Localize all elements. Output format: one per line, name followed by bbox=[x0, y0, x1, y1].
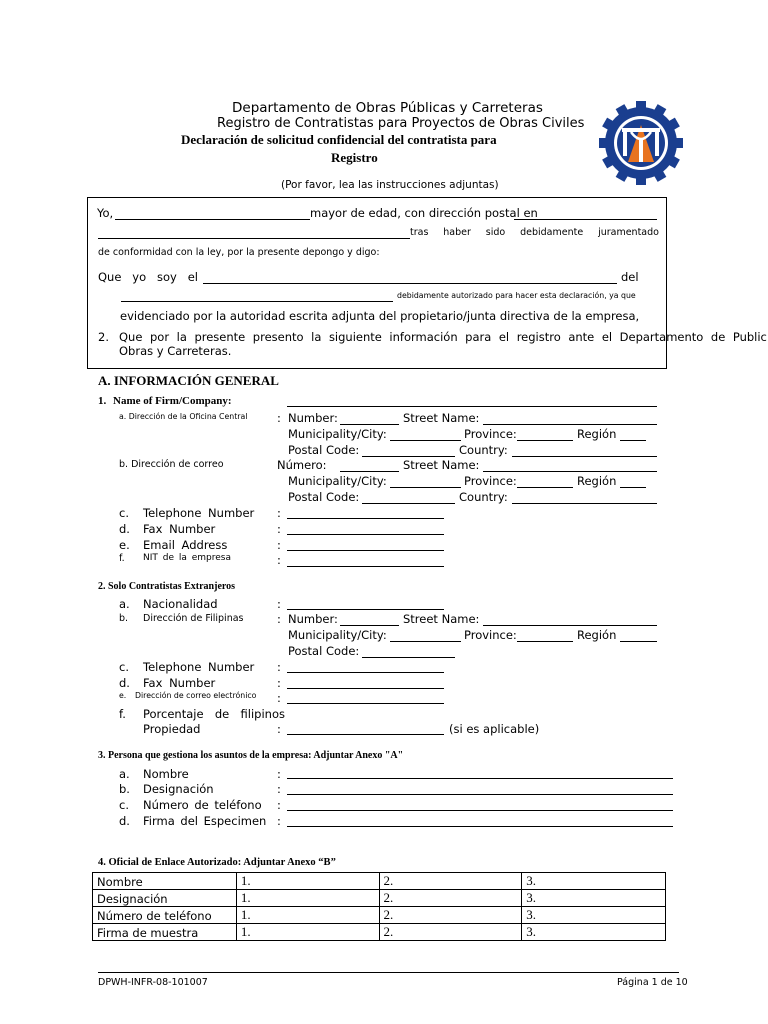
fax-label: Fax Number bbox=[143, 522, 216, 536]
s3-nombre-colon: : bbox=[277, 767, 281, 781]
nit-colon: : bbox=[277, 553, 281, 567]
office-postal-field[interactable] bbox=[362, 456, 455, 457]
table-cell[interactable]: 3. bbox=[522, 890, 666, 907]
contact-d-letter: d. bbox=[119, 522, 130, 536]
ph-number-field[interactable] bbox=[340, 625, 399, 626]
header-line-4: Registro bbox=[331, 150, 378, 165]
office-number-label: Number: bbox=[288, 411, 338, 425]
liaison-table bbox=[92, 872, 666, 941]
header-line-1: Departamento de Obras Públicas y Carreteras bbox=[232, 100, 543, 116]
fn-email-label: Dirección de correo electrónico bbox=[135, 691, 257, 700]
telephone-field[interactable] bbox=[287, 518, 444, 519]
office-municipality-label: Municipality/City: bbox=[288, 427, 387, 441]
fn-email-field[interactable] bbox=[287, 703, 444, 704]
nit-label: NIT de la empresa bbox=[143, 553, 231, 563]
table-cell[interactable]: 2. bbox=[379, 907, 522, 924]
s3-designacion-field[interactable] bbox=[287, 794, 673, 795]
instructions-note: (Por favor, lea las instrucciones adjuntas) bbox=[281, 179, 499, 191]
mail-postal-label: Postal Code: bbox=[288, 490, 360, 504]
s3-telefono-label: Número de teléfono bbox=[143, 798, 262, 812]
s3-designacion-colon: : bbox=[277, 782, 281, 796]
office-postal-label: Postal Code: bbox=[288, 443, 360, 457]
footer-page: Página 1 de 10 bbox=[617, 977, 688, 988]
fn-tel-letter: c. bbox=[119, 660, 129, 674]
mail-region-label: Región bbox=[577, 474, 617, 488]
conformidad-text: de conformidad con la ley, por la presente depongo y digo: bbox=[98, 247, 380, 258]
header-line-3: Declaración de solicitud confidencial del contratista para bbox=[181, 132, 497, 147]
nit-field[interactable] bbox=[287, 566, 444, 567]
section-3-title: 3. Persona que gestiona los asuntos de la empresa: Adjuntar Anexo "A" bbox=[98, 750, 404, 761]
mail-country-field[interactable] bbox=[512, 503, 657, 504]
mail-number-field[interactable] bbox=[340, 471, 399, 472]
table-cell[interactable]: 1. bbox=[236, 907, 379, 924]
ph-address-label: Dirección de Filipinas bbox=[143, 613, 244, 624]
table-cell[interactable]: 1. bbox=[236, 890, 379, 907]
fn-fax-label: Fax Number bbox=[143, 676, 216, 690]
mail-number-label: Número: bbox=[277, 458, 327, 472]
item2-line2: Obras y Carreteras. bbox=[119, 344, 232, 358]
fax-colon: : bbox=[277, 522, 281, 536]
s3-firma-field[interactable] bbox=[287, 826, 673, 827]
header-line-2: Registro de Contratistas para Proyectos de Obras Civiles bbox=[217, 116, 585, 131]
table-cell[interactable]: 1. bbox=[236, 873, 379, 890]
evidenciado-text: evidenciado por la autoridad escrita adjunta del propietario/junta directiva de la empresa, bbox=[120, 309, 640, 323]
table-row bbox=[93, 873, 666, 890]
s3-nombre-label: Nombre bbox=[143, 767, 189, 781]
contact-f-letter: f. bbox=[119, 553, 125, 564]
ph-address-colon: : bbox=[277, 612, 281, 626]
item2-line1: Que por la presente presento la siguiente información para el registro ante el Departamento de Public bbox=[119, 330, 767, 344]
s3-firma-colon: : bbox=[277, 814, 281, 828]
office-country-label: Country: bbox=[459, 443, 508, 457]
mail-municipality-field[interactable] bbox=[390, 487, 461, 488]
email-colon: : bbox=[277, 538, 281, 552]
name-line[interactable] bbox=[115, 219, 310, 220]
office-province-field[interactable] bbox=[517, 440, 573, 441]
ph-address-letter: b. bbox=[119, 613, 129, 624]
applicable-note: (si es aplicable) bbox=[449, 722, 540, 736]
ph-number-label: Number: bbox=[288, 612, 338, 626]
mayor-text: mayor de edad, con dirección postal en bbox=[310, 206, 538, 220]
s3-designacion-letter: b. bbox=[119, 782, 130, 796]
row-label: Número de teléfono bbox=[93, 907, 237, 924]
table-cell[interactable]: 2. bbox=[379, 924, 522, 941]
table-cell[interactable]: 3. bbox=[522, 907, 666, 924]
ph-province-label: Province: bbox=[464, 628, 517, 642]
office-colon: : bbox=[277, 411, 281, 425]
yo-label: Yo, bbox=[97, 206, 114, 220]
row-label: Designación bbox=[93, 890, 237, 907]
office-street-field[interactable] bbox=[483, 424, 657, 425]
que-soy-text: Que yo soy el bbox=[98, 270, 198, 284]
office-region-label: Región bbox=[577, 427, 617, 441]
telephone-colon: : bbox=[277, 506, 281, 520]
office-number-field[interactable] bbox=[340, 424, 399, 425]
telephone-label: Telephone Number bbox=[143, 506, 255, 520]
contact-c-letter: c. bbox=[119, 506, 129, 520]
mail-province-field[interactable] bbox=[517, 487, 573, 488]
ph-municipality-label: Municipality/City: bbox=[288, 628, 387, 642]
email-label: Email Address bbox=[143, 538, 228, 552]
nationality-letter: a. bbox=[119, 597, 130, 611]
table-cell[interactable]: 3. bbox=[522, 873, 666, 890]
ownership-letter: f. bbox=[119, 707, 126, 721]
ownership-colon: : bbox=[277, 722, 281, 736]
s3-telefono-letter: c. bbox=[119, 798, 129, 812]
office-address-label: a. Dirección de la Oficina Central bbox=[119, 412, 248, 421]
table-row bbox=[93, 890, 666, 907]
table-cell[interactable]: 2. bbox=[379, 890, 522, 907]
fn-fax-letter: d. bbox=[119, 676, 130, 690]
email-field[interactable] bbox=[287, 550, 444, 551]
ownership-label-2: Propiedad bbox=[143, 722, 201, 736]
fn-tel-field[interactable] bbox=[287, 672, 444, 673]
mail-postal-field[interactable] bbox=[362, 503, 455, 504]
section-a-title: A. INFORMACIÓN GENERAL bbox=[98, 373, 279, 388]
office-province-label: Province: bbox=[464, 427, 517, 441]
company-line[interactable] bbox=[121, 301, 393, 302]
fn-fax-colon: : bbox=[277, 676, 281, 690]
table-row bbox=[93, 924, 666, 941]
mail-address-label: b. Dirección de correo bbox=[119, 459, 224, 470]
nationality-colon: : bbox=[277, 597, 281, 611]
s3-nombre-field[interactable] bbox=[287, 778, 673, 779]
position-line[interactable] bbox=[203, 283, 617, 284]
office-country-field[interactable] bbox=[512, 456, 657, 457]
ph-street-label: Street Name: bbox=[403, 612, 480, 626]
s3-firma-label: Firma del Especimen bbox=[143, 814, 267, 828]
office-region-field[interactable] bbox=[620, 440, 646, 441]
del-label: del bbox=[621, 270, 639, 284]
mail-province-label: Province: bbox=[464, 474, 517, 488]
fn-tel-colon: : bbox=[277, 660, 281, 674]
firm-name-line[interactable] bbox=[287, 406, 657, 407]
fn-email-letter: e. bbox=[119, 691, 127, 700]
nationality-label: Nacionalidad bbox=[143, 597, 218, 611]
ph-postal-field[interactable] bbox=[362, 657, 455, 658]
s3-nombre-letter: a. bbox=[119, 767, 130, 781]
s3-firma-letter: d. bbox=[119, 814, 130, 828]
ph-province-field[interactable] bbox=[517, 641, 573, 642]
postal-address-line[interactable] bbox=[514, 219, 657, 220]
mail-street-field[interactable] bbox=[483, 471, 657, 472]
table-cell[interactable]: 2. bbox=[379, 873, 522, 890]
autorizado-text: debidamente autorizado para hacer esta declaración, ya que bbox=[397, 291, 636, 300]
section-4-title: 4. Oficial de Enlace Autorizado: Adjuntar Anexo “B” bbox=[98, 857, 336, 868]
office-street-label: Street Name: bbox=[403, 411, 480, 425]
ownership-label-1: Porcentaje de filipinos bbox=[143, 707, 285, 721]
footer-rule bbox=[98, 972, 679, 973]
table-cell[interactable]: 3. bbox=[522, 924, 666, 941]
table-cell[interactable]: 1. bbox=[236, 924, 379, 941]
ph-street-field[interactable] bbox=[483, 625, 657, 626]
nationality-field[interactable] bbox=[287, 609, 444, 610]
fax-field[interactable] bbox=[287, 534, 444, 535]
ph-postal-label: Postal Code: bbox=[288, 644, 360, 658]
tras-text: tras haber sido debidamente juramentado bbox=[410, 227, 659, 238]
ph-region-label: Región bbox=[577, 628, 617, 642]
mail-street-label: Street Name: bbox=[403, 458, 480, 472]
fn-email-colon: : bbox=[277, 691, 281, 705]
q1-label: Name of Firm/Company: bbox=[113, 395, 232, 407]
section-2-title: 2. Solo Contratistas Extranjeros bbox=[98, 581, 236, 592]
footer-code: DPWH-INFR-08-101007 bbox=[98, 977, 208, 988]
s3-designacion-label: Designación bbox=[143, 782, 214, 796]
row-label: Firma de muestra bbox=[93, 924, 237, 941]
mail-region-field[interactable] bbox=[620, 487, 646, 488]
s3-telefono-field[interactable] bbox=[287, 810, 673, 811]
fn-tel-label: Telephone Number bbox=[143, 660, 255, 674]
row-label: Nombre bbox=[93, 873, 237, 890]
ph-region-field[interactable] bbox=[620, 641, 657, 642]
dpwh-gear-seal-icon bbox=[598, 100, 684, 186]
mail-country-label: Country: bbox=[459, 490, 508, 504]
s3-telefono-colon: : bbox=[277, 798, 281, 812]
q1-number: 1. bbox=[98, 395, 107, 407]
office-municipality-field[interactable] bbox=[390, 440, 461, 441]
item2-number: 2. bbox=[98, 330, 109, 344]
address-line-2[interactable] bbox=[98, 238, 410, 239]
ownership-field[interactable] bbox=[287, 734, 444, 735]
mail-municipality-label: Municipality/City: bbox=[288, 474, 387, 488]
table-row bbox=[93, 907, 666, 924]
fn-fax-field[interactable] bbox=[287, 688, 444, 689]
ph-municipality-field[interactable] bbox=[390, 641, 461, 642]
contact-e-letter: e. bbox=[119, 538, 130, 552]
